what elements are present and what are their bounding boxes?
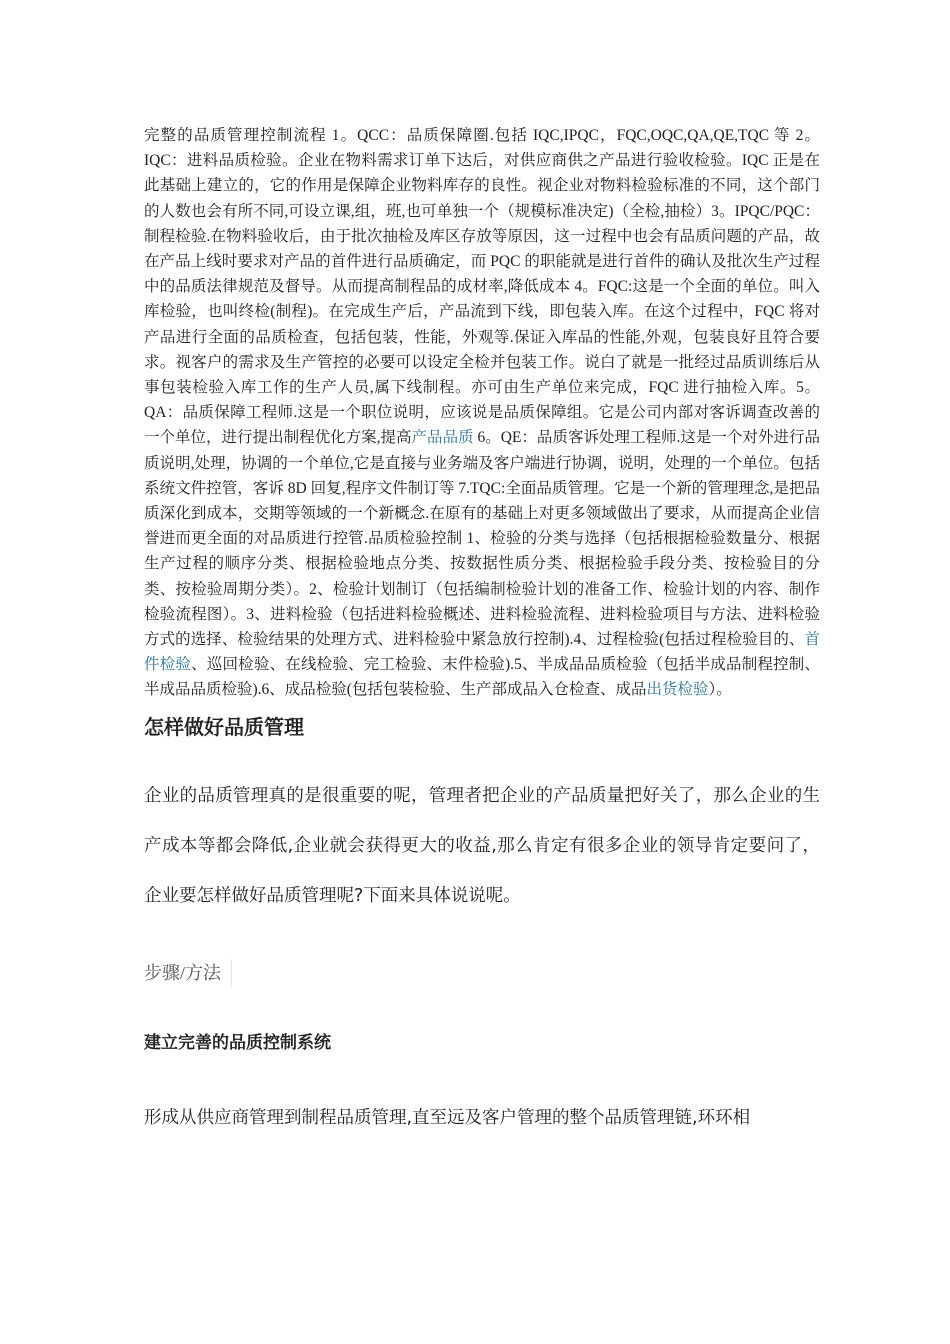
document-page [144, 123, 820, 1133]
intro-text-1: 完整的品质管理控制流程 1。QCC：品质保障圈.包括 IQC,IPQC，FQC,OQC,QA,QE,TQC 等 2。IQC：进料品质检验。企业在物料需求订单下达后，对供应商供之产品进行验收检验。IQC 正是在此基础上建立的，它的作用是保障企业物料库存的良性。视企业对物料检验标准的不同，这个部门的人数也会有所不同,可设立课,组，班,也可单独一个（规模标准决定)（全检,抽检）3。IPQC/PQC：制程检验.在物料验收后，由于批次抽检及库区存放等原因，这一过程中也会有品质问题的产品，故在产品上线时要求对产品的首件进行品质确定，而 PQC 的职能就是进行首件的确认及批次生产过程中的品质法律规范及督导。从而提高制程品的成材率,降低成本 4。FQC:这是一个全面的单位。叫入库检验，也叫终检(制程)。在完成生产后，产品流到下线，即包装入库。在这个过程中，FQC 将对产品进行全面的品质检查，包括包装，性能，外观等.保证入库品的性能,外观，包装良好且符合要求。视客户的需求及生产管控的必要可以设定全检并包装工作。说白了就是一批经过品质训练后从事包装检验入库工作的生产人员,属下线制程。亦可由生产单位来完成，FQC 进行抽检入库。5。QA：品质保障工程师.这是一个职位说明，应该说是品质保障组。它是公司内部对客诉调查改善的一个单位，进行提出制程优化方案,提高 [144, 127, 820, 447]
link-shipment-inspection[interactable]: 出货检验 [646, 681, 709, 699]
link-first-article-inspection[interactable]: 首件检验 [144, 631, 820, 674]
steps-label: 步骤/方法 [144, 959, 232, 987]
intro-text-2: 6。QE：品质客诉处理工程师.这是一个对外进行品质说明,处理，协调的一个单位,它是直接与业务端及客户端进行协调，说明，处理的一个单位。包括系统文件控管，客诉 8D 回复,程序文件制订等 7.TQC:全面品质管理。它是一个新的管理理念,是把品质深化到成本，交期等领域的一个新概念.在原有的基础上对更多领域做出了要求，从而提高企业信誉进而更全面的对品质进行控管.品质检验控制 1、检验的分类与选择（包括根据检验数量分、根据生产过程的顺序分类、根据检验地点分类、按数据性质分类、根据检验手段分类、按检验目的分类、按检验周期分类）。2、检验计划制订（包括编制检验计划的准备工作、检验计划的内容、制作检验流程图）。3、进料检验（包括进料检验概述、进料检验流程、进料检验项目与方法、进料检验方式的选择、检验结果的处理方式、进料检验中紧急放行控制).4、过程检验(包括过程检验目的、 [144, 429, 820, 649]
section-heading: 怎样做好品质管理 [144, 714, 304, 739]
intro-text-3: 、巡回检验、在线检验、完工检验、末件检验).5、半成品品质检验（包括半成品制程控制、半成品品质检验).6、成品检验(包括包装检验、生产部成品入仓检查、成品 [144, 656, 820, 699]
intro-text-4: ）。 [708, 681, 732, 699]
step-heading: 建立完善的品质控制系统 [144, 1032, 331, 1053]
step-paragraph: 形成从供应商管理到制程品质管理,直至远及客户管理的整个品质管理链,环环相 [144, 1107, 751, 1128]
intro-paragraph [144, 123, 820, 703]
link-product-quality[interactable]: 产品品质 [411, 429, 474, 447]
section-paragraph: 企业的品质管理真的是很重要的呢，管理者把企业的产品质量把好关了，那么企业的生产成本等都会降低,企业就会获得更大的收益,那么肯定有很多企业的领导肯定要问了，企业要怎样做好品质管理呢?下面来具体说说呢。 [144, 785, 820, 906]
